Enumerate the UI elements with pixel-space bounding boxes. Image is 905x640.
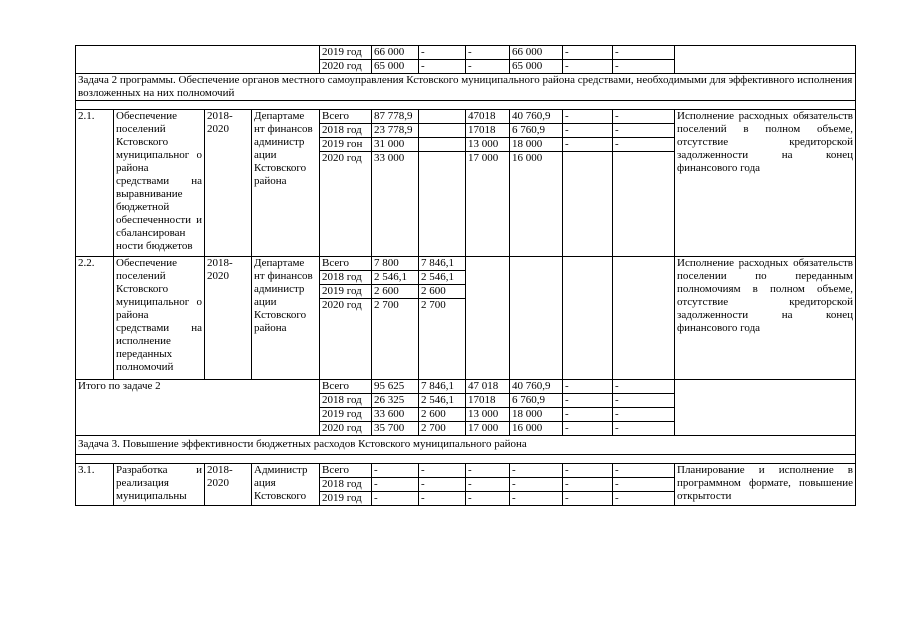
table-row — [76, 46, 856, 60]
value-cell: - — [563, 380, 613, 394]
value-cell: 66 000 — [510, 46, 563, 60]
value-cell: - — [563, 492, 613, 506]
value-cell: 13 000 — [466, 138, 510, 152]
value-cell: - — [613, 60, 675, 74]
value-cell: - — [613, 492, 675, 506]
value-cell: - — [466, 464, 510, 478]
value-cell: - — [563, 124, 613, 138]
value-cell: 2 600 — [372, 285, 419, 299]
value-cell: - — [563, 110, 613, 124]
value-cell: 2 546,1 — [372, 271, 419, 285]
year-cell: Всего — [320, 110, 372, 124]
value-cell: - — [613, 422, 675, 436]
year-cell: 2020 год — [320, 422, 372, 436]
value-cell: - — [510, 464, 563, 478]
year-cell: 2018 год — [320, 271, 372, 285]
year-cell: 2020 год — [320, 299, 372, 380]
value-cell: 23 778,9 — [372, 124, 419, 138]
year-cell: 2019 гон — [320, 138, 372, 152]
empty-cell — [613, 257, 675, 380]
item-executor: Департаме нт финансов администр ации Кстовского района — [252, 257, 320, 380]
value-cell: 66 000 — [372, 46, 419, 60]
value-cell — [419, 124, 466, 138]
year-cell: 2018 год — [320, 478, 372, 492]
value-cell: 47 018 — [466, 380, 510, 394]
value-cell — [419, 138, 466, 152]
value-cell: - — [613, 110, 675, 124]
task-2-title: Задача 2 программы. Обеспечение органов местного самоуправления Кстовского муниципального района средствами, необходимыми для эффективного исполнения возложенных на них полномочий — [76, 74, 856, 101]
item-period: 2018-2020 — [205, 257, 252, 380]
value-cell: - — [563, 394, 613, 408]
value-cell: - — [613, 408, 675, 422]
value-cell: - — [613, 464, 675, 478]
item-number: 2.2. — [76, 257, 114, 380]
value-cell: 40 760,9 — [510, 110, 563, 124]
value-cell: - — [563, 422, 613, 436]
value-cell: 33 600 — [372, 408, 419, 422]
value-cell: 2 546,1 — [419, 394, 466, 408]
value-cell: - — [510, 492, 563, 506]
year-cell: 2020 год — [320, 60, 372, 74]
item-result: Исполнение расходных обязательств поселений в полном объеме, отсутствие кредиторской задолженности на конец финансового года — [675, 110, 856, 257]
value-cell: 7 846,1 — [419, 257, 466, 271]
value-cell: 13 000 — [466, 408, 510, 422]
value-cell: 31 000 — [372, 138, 419, 152]
value-cell: - — [372, 464, 419, 478]
empty-cell — [76, 46, 320, 74]
value-cell: - — [466, 478, 510, 492]
value-cell: - — [563, 60, 613, 74]
value-cell: - — [563, 138, 613, 152]
value-cell: 65 000 — [372, 60, 419, 74]
spacer-cell — [76, 455, 856, 464]
value-cell: - — [466, 60, 510, 74]
value-cell: 2 546,1 — [419, 271, 466, 285]
empty-cell — [675, 380, 856, 436]
value-cell: 35 700 — [372, 422, 419, 436]
spacer-cell — [76, 101, 856, 110]
item-name: Обеспечение поселений Кстовского муниципальног о района средствами на выравнивание бюджетной обеспеченности и сбалансирован ности бюджетов — [114, 110, 205, 257]
value-cell: 95 625 — [372, 380, 419, 394]
item-number: 2.1. — [76, 110, 114, 257]
value-cell: 17 000 — [466, 422, 510, 436]
table-row — [76, 464, 856, 478]
value-cell: - — [563, 478, 613, 492]
value-cell: 18 000 — [510, 138, 563, 152]
year-cell: 2020 год — [320, 152, 372, 257]
year-cell: Всего — [320, 257, 372, 271]
value-cell: 2 600 — [419, 408, 466, 422]
value-cell: 17 000 — [466, 152, 510, 257]
value-cell: - — [613, 46, 675, 60]
empty-cell — [466, 257, 510, 380]
value-cell: - — [613, 380, 675, 394]
table-row — [76, 110, 856, 124]
year-cell: 2018 год — [320, 394, 372, 408]
value-cell: 6 760,9 — [510, 124, 563, 138]
value-cell: 26 325 — [372, 394, 419, 408]
value-cell: 2 700 — [419, 422, 466, 436]
value-cell: - — [466, 46, 510, 60]
value-cell: 2 700 — [372, 299, 419, 380]
value-cell: - — [563, 46, 613, 60]
year-cell: 2018 год — [320, 124, 372, 138]
value-cell: - — [613, 394, 675, 408]
value-cell: 7 800 — [372, 257, 419, 271]
year-cell: 2019 год — [320, 46, 372, 60]
year-cell: 2019 год — [320, 492, 372, 506]
empty-cell — [675, 46, 856, 74]
value-cell: 47018 — [466, 110, 510, 124]
value-cell: 16 000 — [510, 152, 563, 257]
item-result: Планирование и исполнение в программном формате, повышение открытости — [675, 464, 856, 506]
value-cell: - — [613, 138, 675, 152]
value-cell — [419, 110, 466, 124]
program-activities-table — [75, 45, 856, 506]
item-executor: Департаме нт финансов администр ации Кстовского района — [252, 110, 320, 257]
task-3-title: Задача 3. Повышение эффективности бюджетных расходов Кстовского муниципального района — [76, 436, 856, 455]
value-cell: - — [419, 492, 466, 506]
value-cell: 2 600 — [419, 285, 466, 299]
item-period: 2018-2020 — [205, 464, 252, 506]
value-cell: 2 700 — [419, 299, 466, 380]
value-cell: - — [563, 464, 613, 478]
value-cell: - — [510, 478, 563, 492]
value-cell: 17018 — [466, 124, 510, 138]
table-row — [76, 257, 856, 271]
table-row — [76, 380, 856, 394]
year-cell: 2019 год — [320, 285, 372, 299]
value-cell: - — [613, 478, 675, 492]
item-result: Исполнение расходных обязательств поселении по переданным полномочиям в полном объеме, отсутствие кредиторской задолженности на конец финансового года — [675, 257, 856, 380]
value-cell: 16 000 — [510, 422, 563, 436]
value-cell: 33 000 — [372, 152, 419, 257]
value-cell: - — [563, 408, 613, 422]
value-cell: - — [613, 124, 675, 138]
value-cell: 18 000 — [510, 408, 563, 422]
total-label: Итого по задаче 2 — [76, 380, 320, 436]
task-header-row — [76, 436, 856, 455]
empty-cell — [510, 257, 563, 380]
value-cell: 87 778,9 — [372, 110, 419, 124]
item-executor: Администр ация Кстовского — [252, 464, 320, 506]
value-cell: 17018 — [466, 394, 510, 408]
item-name: Обеспечение поселений Кстовского муниципальног о района средствами на исполнение переданных полномочий — [114, 257, 205, 380]
value-cell: - — [372, 478, 419, 492]
item-number: 3.1. — [76, 464, 114, 506]
item-name: Разработка и реализация муниципальны — [114, 464, 205, 506]
value-cell: - — [419, 478, 466, 492]
value-cell — [419, 152, 466, 257]
value-cell — [563, 152, 613, 257]
spacer-row — [76, 101, 856, 110]
spacer-row — [76, 455, 856, 464]
value-cell: 7 846,1 — [419, 380, 466, 394]
value-cell: - — [466, 492, 510, 506]
item-period: 2018-2020 — [205, 110, 252, 257]
value-cell: - — [419, 46, 466, 60]
value-cell: - — [419, 60, 466, 74]
value-cell: 65 000 — [510, 60, 563, 74]
year-cell: Всего — [320, 464, 372, 478]
value-cell: 6 760,9 — [510, 394, 563, 408]
value-cell: - — [372, 492, 419, 506]
year-cell: Всего — [320, 380, 372, 394]
task-header-row — [76, 74, 856, 101]
year-cell: 2019 год — [320, 408, 372, 422]
empty-cell — [563, 257, 613, 380]
value-cell: - — [419, 464, 466, 478]
value-cell: 40 760,9 — [510, 380, 563, 394]
value-cell — [613, 152, 675, 257]
